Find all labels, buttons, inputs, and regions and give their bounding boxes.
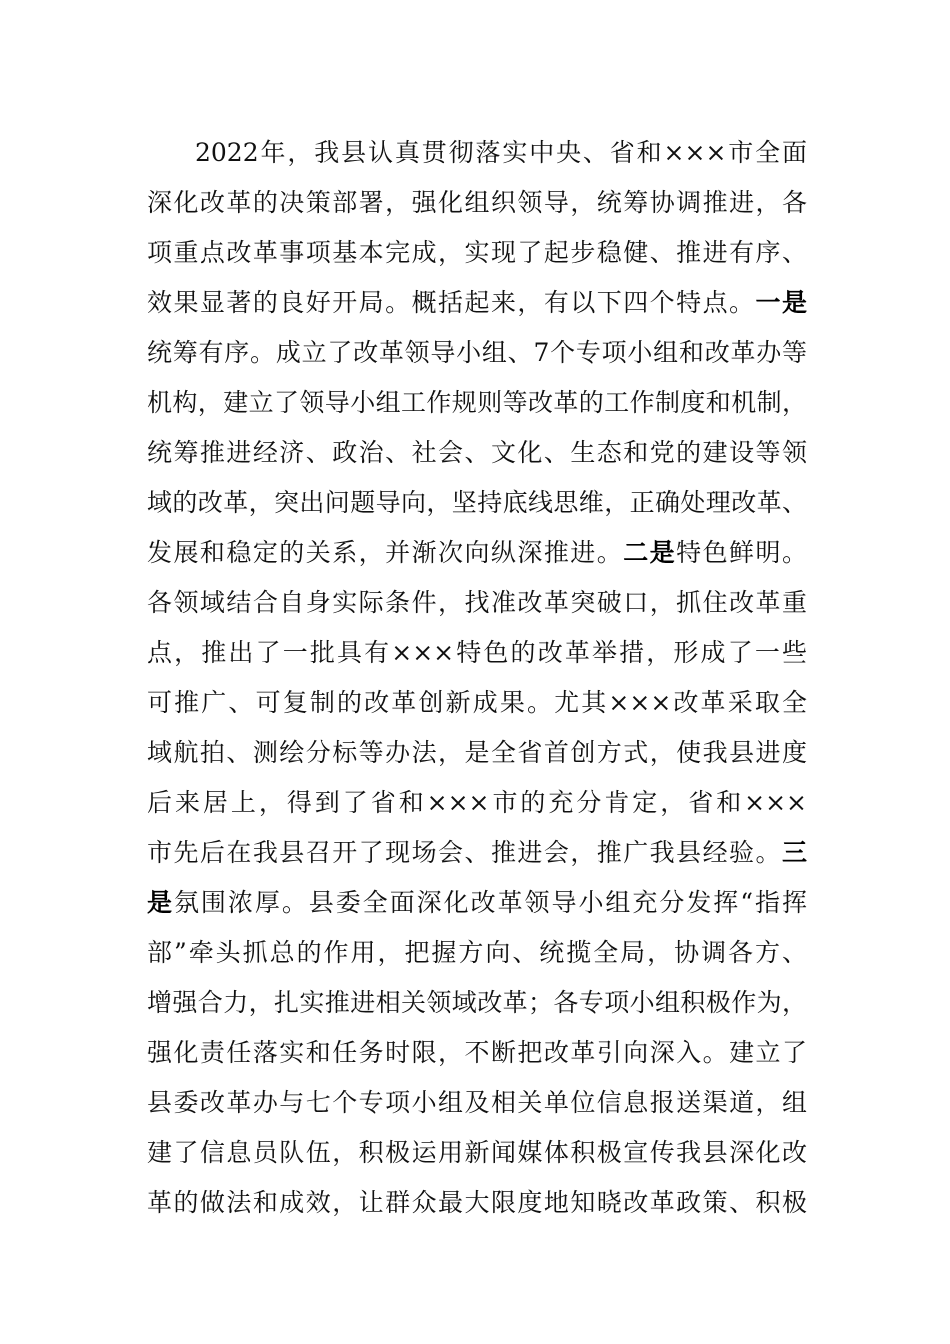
text-segment: 可推广、可复制的改革创新成果。尤其×××改革采取全: [147, 688, 807, 717]
text-line: [147, 128, 807, 178]
text-line: [147, 1028, 807, 1078]
text-segment: 统筹有序。成立了改革领导小组、7个专项小组和改革办等: [147, 338, 807, 367]
text-segment: 域航拍、测绘分标等办法，是全省首创方式，使我县进度: [147, 738, 807, 767]
text-line: [147, 578, 807, 628]
text-segment: 项重点改革事项基本完成，实现了起步稳健、推进有序、: [147, 238, 807, 267]
text-line: [147, 678, 807, 728]
emphasis-text: 一是: [755, 288, 807, 317]
text-segment: 点，推出了一批具有×××特色的改革举措，形成了一些: [147, 638, 807, 667]
emphasis-text: 二是: [623, 538, 677, 567]
text-line: [147, 978, 807, 1028]
text-line: [147, 278, 807, 328]
text-segment: 2022年，我县认真贯彻落实中央、省和×××市全面: [195, 138, 807, 167]
text-segment: 统筹推进经济、政治、社会、文化、生态和党的建设等领: [147, 438, 807, 467]
emphasis-text: 三: [781, 838, 807, 867]
text-line: [147, 878, 807, 928]
text-line: [147, 828, 807, 878]
text-line: [147, 778, 807, 828]
text-line: [147, 378, 807, 428]
text-line: [147, 1078, 807, 1128]
text-line: [147, 228, 807, 278]
text-segment: 域的改革，突出问题导向，坚持底线思维，正确处理改革、: [147, 488, 807, 517]
text-segment: 建了信息员队伍，积极运用新闻媒体积极宣传我县深化改: [147, 1138, 807, 1167]
text-segment: 后来居上，得到了省和×××市的充分肯定，省和×××: [147, 788, 807, 817]
text-segment: 县委改革办与七个专项小组及相关单位信息报送渠道，组: [147, 1088, 807, 1117]
text-segment: 机构，建立了领导小组工作规则等改革的工作制度和机制，: [147, 388, 807, 417]
text-segment: 效果显著的良好开局。概括起来，有以下四个特点。: [147, 288, 756, 317]
text-segment: 发展和稳定的关系，并渐次向纵深推进。: [147, 538, 624, 567]
text-segment: 氛围浓厚。县委全面深化改革领导小组充分发挥“指挥: [173, 888, 807, 917]
body-paragraph: [147, 128, 807, 1228]
text-segment: 特色鲜明。: [676, 538, 807, 567]
text-segment: 强化责任落实和任务时限，不断把改革引向深入。建立了: [147, 1038, 807, 1067]
text-segment: 部”牵头抓总的作用，把握方向、统揽全局，协调各方、: [147, 938, 807, 967]
text-line: [147, 428, 807, 478]
text-line: [147, 478, 807, 528]
text-segment: 各领域结合自身实际条件，找准改革突破口，抓住改革重: [147, 588, 807, 617]
text-line: [147, 1178, 807, 1228]
text-line: [147, 528, 807, 578]
emphasis-text: 是: [147, 888, 174, 917]
text-segment: 革的做法和成效，让群众最大限度地知晓改革政策、积极: [147, 1188, 807, 1217]
text-line: [147, 1128, 807, 1178]
text-line: [147, 628, 807, 678]
text-segment: 市先后在我县召开了现场会、推进会，推广我县经验。: [147, 838, 782, 867]
text-line: [147, 728, 807, 778]
text-line: [147, 328, 807, 378]
text-segment: 增强合力，扎实推进相关领域改革；各专项小组积极作为，: [147, 988, 807, 1017]
text-line: [147, 928, 807, 978]
text-segment: 深化改革的决策部署，强化组织领导，统筹协调推进，各: [147, 188, 807, 217]
text-line: [147, 178, 807, 228]
